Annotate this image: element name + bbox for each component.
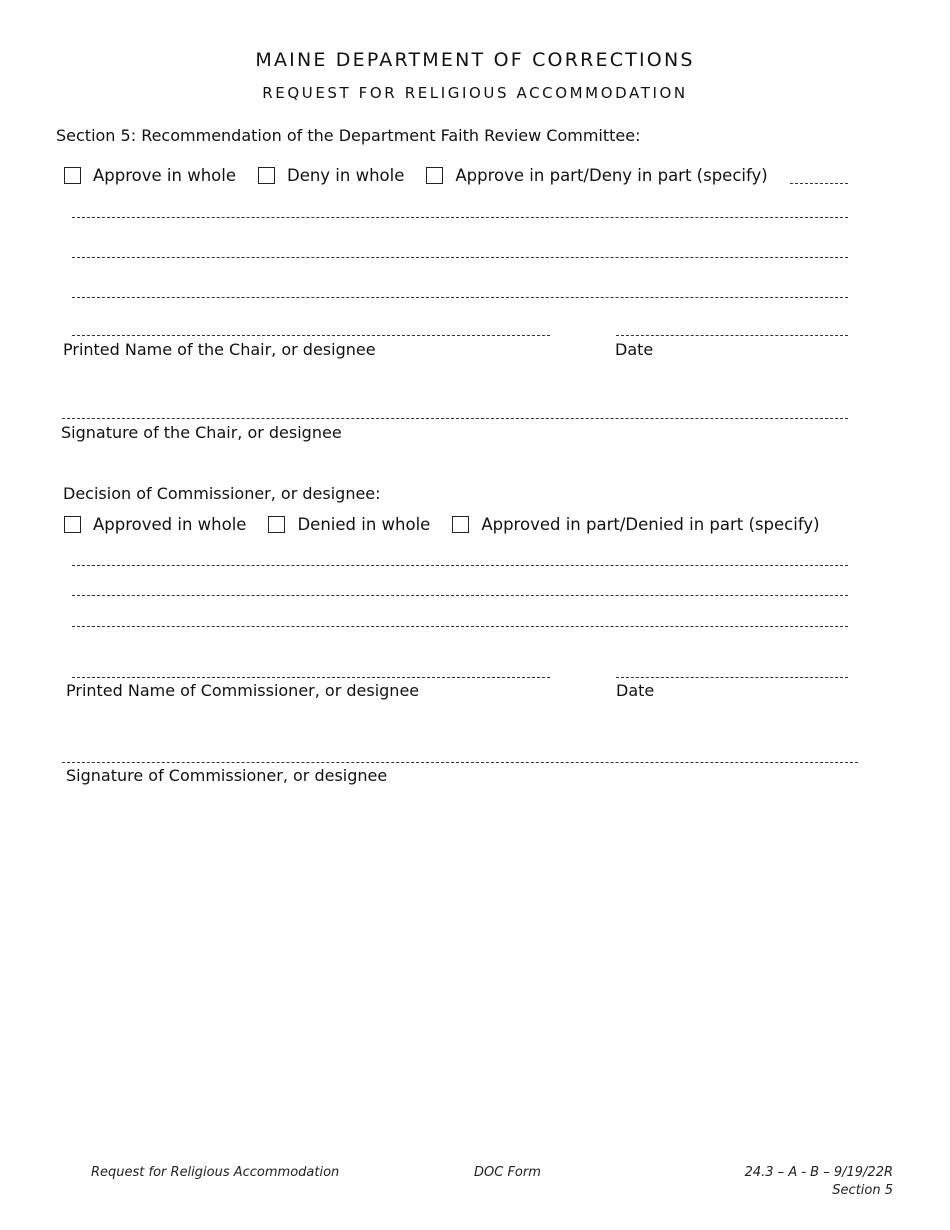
deny-whole-checkbox[interactable] <box>258 167 275 184</box>
commissioner-name-line[interactable] <box>72 677 550 678</box>
commissioner-date-line[interactable] <box>616 677 848 678</box>
specify-line-2[interactable] <box>72 257 848 258</box>
decision-line-1[interactable] <box>72 565 848 566</box>
chair-name-line[interactable] <box>72 335 550 336</box>
commissioner-signature-label: Signature of Commissioner, or designee <box>66 766 388 785</box>
commissioner-date-label: Date <box>616 681 655 700</box>
approve-part-checkbox[interactable] <box>426 167 443 184</box>
specify-line-1[interactable] <box>72 217 848 218</box>
approve-whole-label: Approve in whole <box>93 166 236 185</box>
approved-whole-label: Approved in whole <box>93 515 247 534</box>
chair-signature-label: Signature of the Chair, or designee <box>61 423 342 442</box>
approved-whole-checkbox[interactable] <box>64 516 81 533</box>
approve-part-label: Approve in part/Deny in part (specify) <box>455 166 768 185</box>
commissioner-signature-line[interactable] <box>62 762 858 763</box>
commissioner-name-label: Printed Name of Commissioner, or designee <box>66 681 420 700</box>
chair-date-line[interactable] <box>616 335 848 336</box>
specify-line-3[interactable] <box>72 297 848 298</box>
decision-line-3[interactable] <box>72 626 848 627</box>
form-title: REQUEST FOR RELIGIOUS ACCOMMODATION <box>262 84 688 102</box>
chair-name-label: Printed Name of the Chair, or designee <box>63 340 376 359</box>
approved-part-checkbox[interactable] <box>452 516 469 533</box>
chair-signature-line[interactable] <box>62 418 848 419</box>
section5-heading: Section 5: Recommendation of the Department Faith Review Committee: <box>56 126 641 145</box>
footer-doc-form: DOC Form <box>474 1165 541 1180</box>
chair-date-label: Date <box>615 340 654 359</box>
footer-form-number: 24.3 – A - B – 9/19/22R <box>744 1165 893 1180</box>
approved-part-label: Approved in part/Denied in part (specify) <box>481 515 820 534</box>
footer-form-name: Request for Religious Accommodation <box>91 1165 340 1180</box>
department-title: MAINE DEPARTMENT OF CORRECTIONS <box>255 49 695 71</box>
denied-whole-checkbox[interactable] <box>268 516 285 533</box>
commissioner-options <box>64 515 842 534</box>
commissioner-heading: Decision of Commissioner, or designee: <box>63 484 381 503</box>
denied-whole-label: Denied in whole <box>297 515 431 534</box>
footer-section: Section 5 <box>832 1183 893 1198</box>
specify-line-inline[interactable] <box>790 183 848 184</box>
decision-line-2[interactable] <box>72 595 848 596</box>
deny-whole-label: Deny in whole <box>286 166 405 185</box>
section5-options <box>64 166 778 185</box>
approve-whole-checkbox[interactable] <box>64 167 81 184</box>
